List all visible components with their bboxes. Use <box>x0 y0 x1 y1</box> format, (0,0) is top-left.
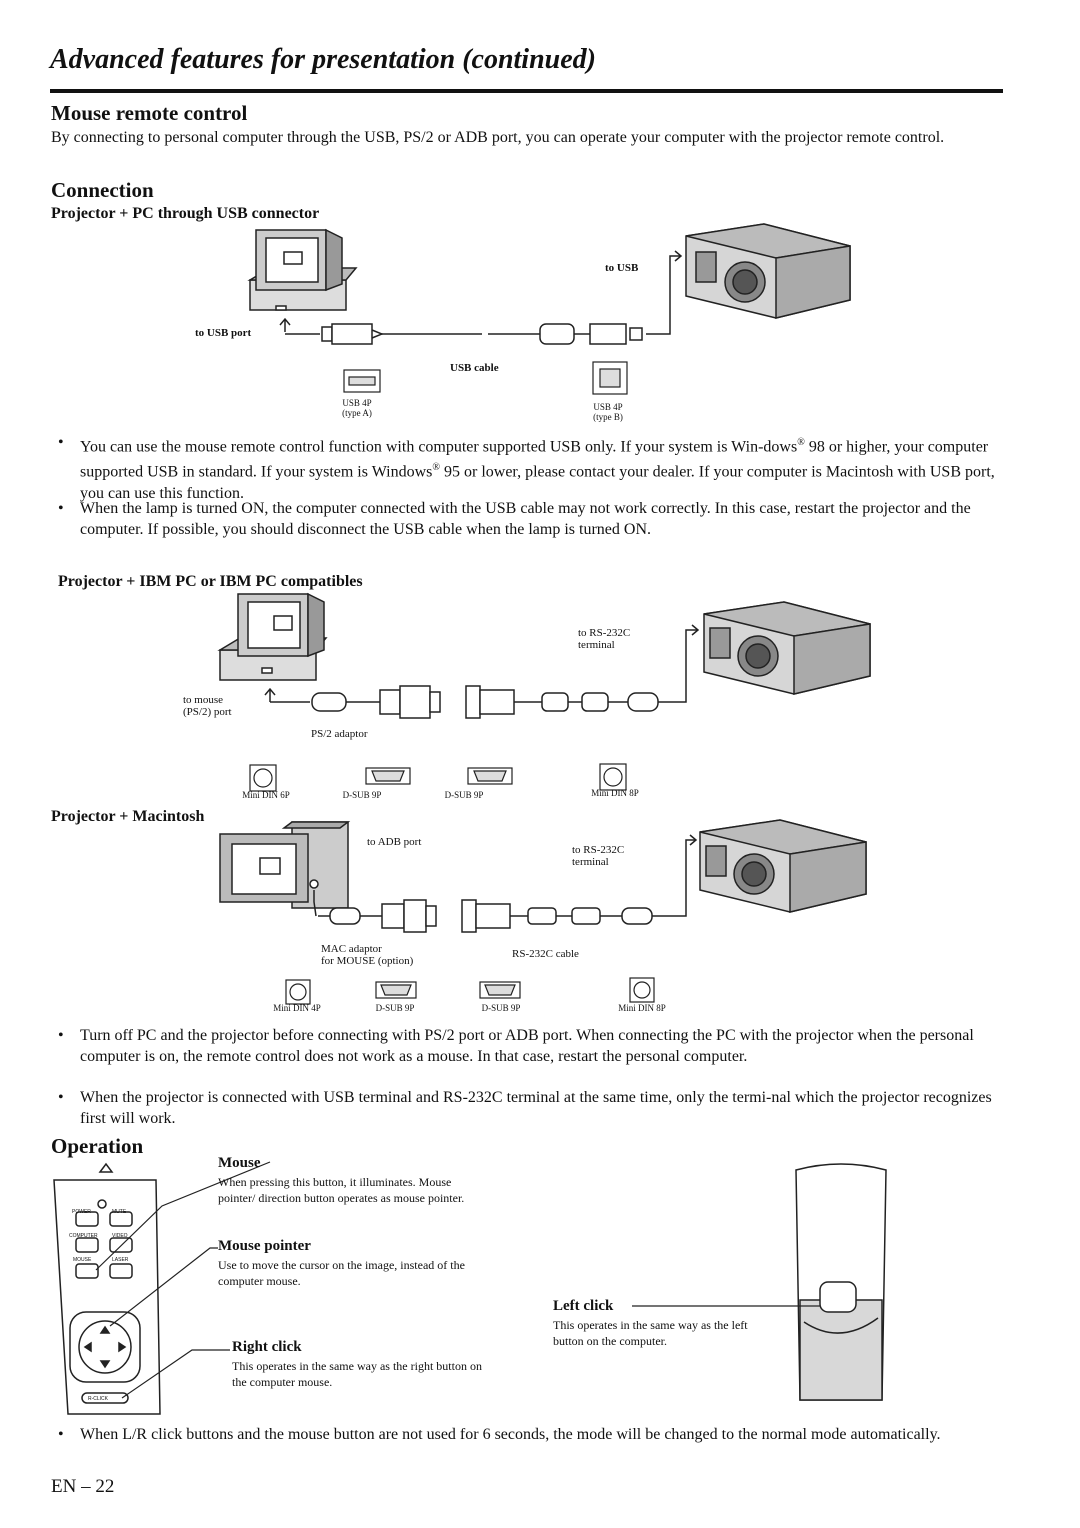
section-heading-mouse-remote: Mouse remote control <box>51 101 248 125</box>
label-ps2-adaptor: PS/2 adaptor <box>311 728 368 740</box>
label-mac-dsub-9p-a: D-SUB 9P <box>375 1003 415 1013</box>
label-to-mouse-port: to mouse (PS/2) port <box>183 694 232 718</box>
label-power: POWER <box>72 1209 91 1215</box>
remote-left-click-illustration <box>620 1150 900 1420</box>
page-title: Advanced features for presentation (continued) <box>50 44 596 75</box>
dsub-9p-connector-b <box>468 768 512 784</box>
label-to-adb-port: to ADB port <box>367 836 422 848</box>
hand-grip <box>800 1300 882 1400</box>
subheading-mac: Projector + Macintosh <box>51 808 205 825</box>
bullet-usb-1: • You can use the mouse remote control function with computer supported USB only. If your system is Win-dows® 98 or higher, your computer supported USB in standard. If your system is Windows® 95 or lower, please contact your dealer. If your computer is Macintosh with USB port, you can use this function. <box>58 434 995 502</box>
mouse-button <box>76 1264 98 1278</box>
mini-din-8p-connector <box>600 764 626 790</box>
label-dsub-9p-a: D-SUB 9P <box>342 790 382 800</box>
label-video: VIDEO <box>112 1233 128 1239</box>
usb-type-a-connector <box>344 370 380 392</box>
usb-connection-diagram <box>230 222 870 422</box>
subheading-usb: Projector + PC through USB connector <box>51 205 320 222</box>
label-mini-din-4p: Mini DIN 4P <box>273 1003 321 1013</box>
label-mac-adaptor: MAC adaptor for MOUSE (option) <box>321 943 414 967</box>
section-heading-connection: Connection <box>51 178 154 202</box>
mac-connection-diagram <box>210 818 880 1018</box>
label-rs232-cable: RS-232C cable <box>512 948 579 960</box>
ibm-connection-diagram <box>180 590 880 805</box>
label-laser: LASER <box>112 1257 129 1263</box>
label-mini-din-8p: Mini DIN 8P <box>591 788 639 798</box>
ibm-computer-icon <box>220 594 326 680</box>
computer-icon <box>250 230 356 310</box>
note-text-mouse-pointer: Use to move the cursor on the image, instead of the computer mouse. <box>218 1258 465 1288</box>
bullet-operation-final: • When L/R click buttons and the mouse button are not used for 6 seconds, the mode will be changed to the normal mode automatically. <box>58 1426 941 1443</box>
label-mac-dsub-9p-b: D-SUB 9P <box>481 1003 521 1013</box>
note-heading-right-click: Right click <box>232 1339 302 1355</box>
note-text-right-click: This operates in the same way as the right button on the computer mouse. <box>232 1359 482 1389</box>
label-r-click: R-CLICK <box>88 1396 109 1402</box>
ibm-cable <box>265 625 698 718</box>
label-mac-mini-din-8p: Mini DIN 8P <box>618 1003 666 1013</box>
note-heading-left-click: Left click <box>553 1298 614 1314</box>
ibm-projector-icon <box>704 602 870 694</box>
label-to-usb: to USB <box>605 262 639 274</box>
dsub-9p-connector-a <box>366 768 410 784</box>
label-mac-to-rs232: to RS-232C terminal <box>572 844 625 868</box>
mac-dsub-9p-connector-b <box>480 982 520 998</box>
mac-mini-din-8p-connector <box>630 978 654 1002</box>
intro-paragraph: By connecting to personal computer through the USB, PS/2 or ADB port, you can operate your computer with the projector remote control. <box>51 129 945 146</box>
mac-cable <box>314 835 696 932</box>
mini-din-6p-connector <box>250 765 276 791</box>
usb-type-b-connector <box>593 362 627 394</box>
note-heading-mouse-pointer: Mouse pointer <box>218 1238 311 1254</box>
laser-button <box>110 1264 132 1278</box>
remote-indicator <box>100 1164 112 1172</box>
projector-icon <box>686 224 850 318</box>
mac-computer-icon <box>220 822 348 908</box>
bullet-usb-2: • When the lamp is turned ON, the computer connected with the USB cable may not work correctly. In this case, restart the projector and the computer. If possible, you should disconnect the USB cable when the lamp is turned ON. <box>58 500 971 538</box>
remote-led <box>98 1200 106 1208</box>
label-to-usb-port: to USB port <box>195 327 252 339</box>
label-mouse: MOUSE <box>73 1257 92 1263</box>
mac-projector-icon <box>700 820 866 912</box>
note-text-left-click: This operates in the same way as the left button on the computer. <box>553 1318 748 1348</box>
computer-button <box>76 1238 98 1252</box>
subheading-ibm: Projector + IBM PC or IBM PC compatibles <box>58 573 363 590</box>
bullet-connection-2: • When the projector is connected with USB terminal and RS-232C terminal at the same time, only the termi-nal which the projector recognizes first will work. <box>58 1089 992 1127</box>
label-mute: MUTE <box>112 1209 127 1215</box>
label-ibm-to-rs232: to RS-232C terminal <box>578 627 631 651</box>
label-dsub-9p-b: D-SUB 9P <box>444 790 484 800</box>
mini-din-4p-connector <box>286 980 310 1004</box>
mac-dsub-9p-connector-a <box>376 982 416 998</box>
label-mini-din-6p: Mini DIN 6P <box>242 790 290 800</box>
left-click-button <box>820 1282 856 1312</box>
label-usb-b: USB 4P (type B) <box>593 402 623 422</box>
label-usb-a: USB 4P (type A) <box>342 398 372 418</box>
page-number: EN – 22 <box>51 1476 115 1497</box>
title-rule <box>50 89 1003 93</box>
bullet-connection-1: • Turn off PC and the projector before connecting with PS/2 port or ADB port. When connecting the PC with the projector when the personal computer is on, the remote control does not work as a mouse. In that case, restart the personal computer. <box>58 1027 974 1065</box>
note-heading-mouse: Mouse <box>218 1155 261 1171</box>
label-computer: COMPUTER <box>69 1233 98 1239</box>
label-usb-cable: USB cable <box>450 362 499 374</box>
note-text-mouse: When pressing this button, it illuminates. Mouse pointer/ direction button operates as mouse pointer. <box>218 1175 465 1205</box>
section-heading-operation: Operation <box>51 1134 144 1158</box>
